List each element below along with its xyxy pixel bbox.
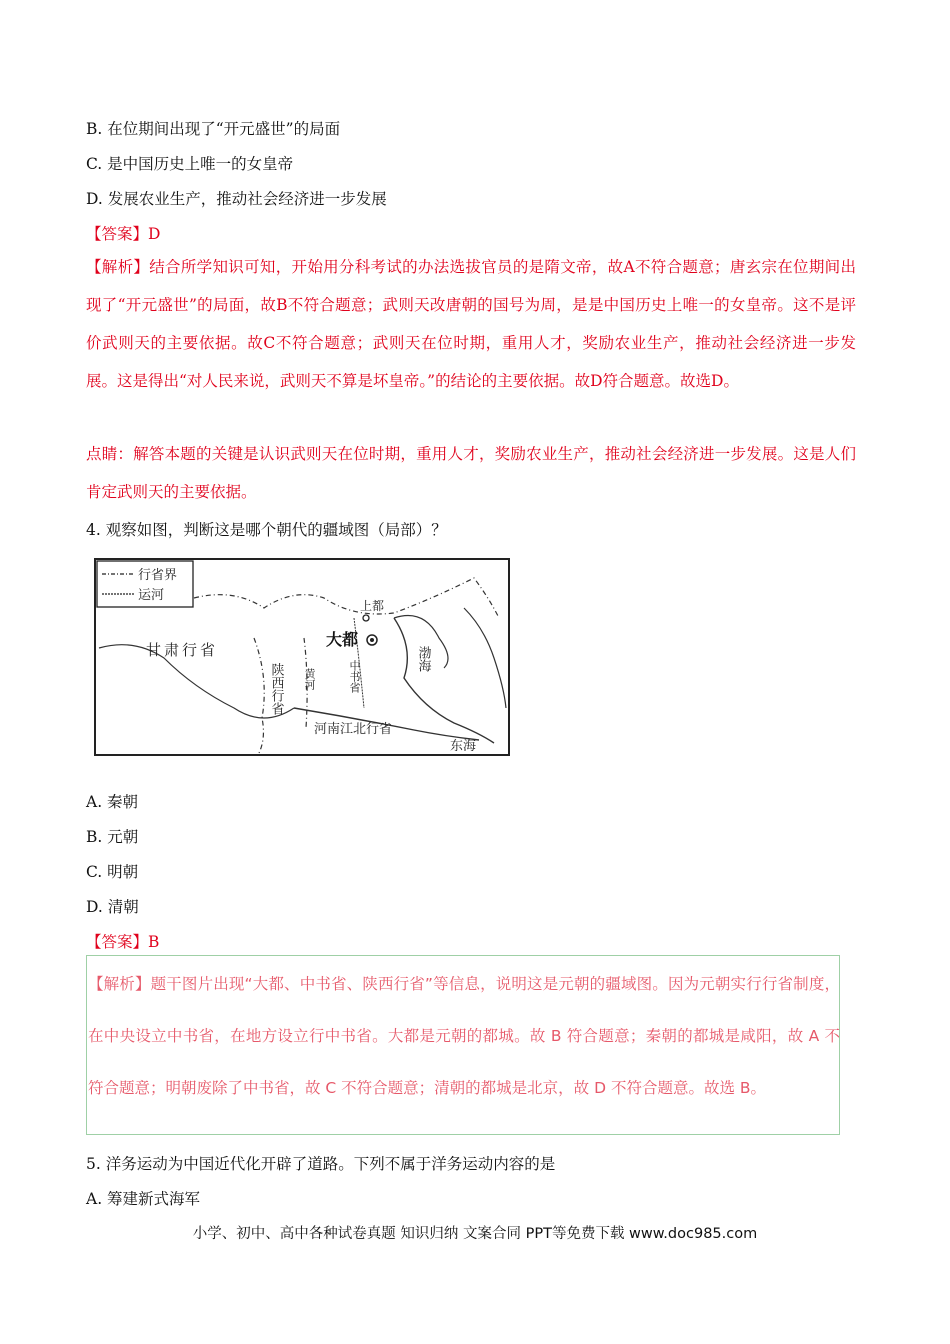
answer-value: D	[148, 225, 161, 243]
analysis-text: 结合所学知识可知，开始用分科考试的办法选拔官员的是隋文帝，故A不符合题意；唐玄宗在位期间出现了“开元盛世”的局面，故B不符合题意；武则天改唐朝的国号为周，是是中国历史上唯一的女皇帝。这不是评价武则天的主要依据。故C不符合题意；武则天在位时期，重用人才，奖励农业生产，推动社会经济进一步发展。这是得出“对人民来说，武则天不算是坏皇帝。”的结论的主要依据。故D符合题意。故选D。	[86, 258, 856, 390]
analysis-label: 【解析】	[86, 258, 150, 276]
q3-option-b: B. 在位期间出现了“开元盛世”的局面	[86, 120, 341, 138]
q3-analysis	[86, 248, 856, 400]
q5-option-a: A. 筹建新式海军	[86, 1190, 201, 1208]
shaanxi-label: 陕西行省	[269, 663, 285, 715]
donghai-label: 东海	[450, 738, 477, 753]
legend-canal-label: 运河	[138, 587, 165, 602]
answer-label: 【答案】	[86, 225, 149, 243]
q3-option-d: D. 发展农业生产，推动社会经济进一步发展	[86, 190, 387, 208]
q4-option-a: A. 秦朝	[86, 793, 139, 811]
q4-answer	[86, 930, 159, 952]
dadu-label: 大都	[326, 632, 359, 649]
q4-option-d: D. 清朝	[86, 898, 139, 916]
huanghe-label: 黄河	[303, 668, 315, 690]
answer-label: 【答案】	[86, 933, 149, 951]
q4-option-c: C. 明朝	[86, 863, 139, 881]
bohai-label: 渤海	[416, 646, 432, 672]
legend-border-label: 行省界	[138, 567, 178, 582]
q3-option-c: C. 是中国历史上唯一的女皇帝	[86, 155, 294, 173]
henan-label: 河南江北行省	[314, 721, 393, 736]
q5-question: 5. 洋务运动为中国近代化开辟了道路。下列不属于洋务运动内容的是	[86, 1155, 556, 1173]
q4-option-b: B. 元朝	[86, 828, 139, 846]
yuan-territory-map	[94, 558, 510, 756]
answer-value: B	[148, 933, 160, 951]
q3-tip: 点睛：解答本题的关键是认识武则天在位时期，重用人才，奖励农业生产，推动社会经济进一步发展。这是人们肯定武则天的主要依据。	[86, 445, 856, 501]
q4-analysis: 【解析】题干图片出现“大都、中书省、陕西行省”等信息，说明这是元朝的疆域图。因为元朝实行行省制度，在中央设立中书省，在地方设立行中书省。大都是元朝的都城。故 B 符合题意；秦朝的都城是咸阳，故 A 不符合题意；明朝废除了中书省，故 C 不符合题意；清朝的都城是北京，故 D 不符合题意。故选 B。	[88, 975, 840, 1097]
gansu-label: 甘肃行省	[146, 643, 219, 659]
zhongshu-label: 中书省	[348, 660, 360, 693]
q3-answer	[86, 222, 160, 244]
shangdu-label: 上都	[360, 599, 385, 613]
page-footer: 小学、初中、高中各种试卷真题 知识归纳 文案合同 PPT等免费下载 www.doc985.com	[192, 1226, 758, 1242]
q4-question: 4. 观察如图，判断这是哪个朝代的疆域图（局部）？	[86, 521, 447, 539]
